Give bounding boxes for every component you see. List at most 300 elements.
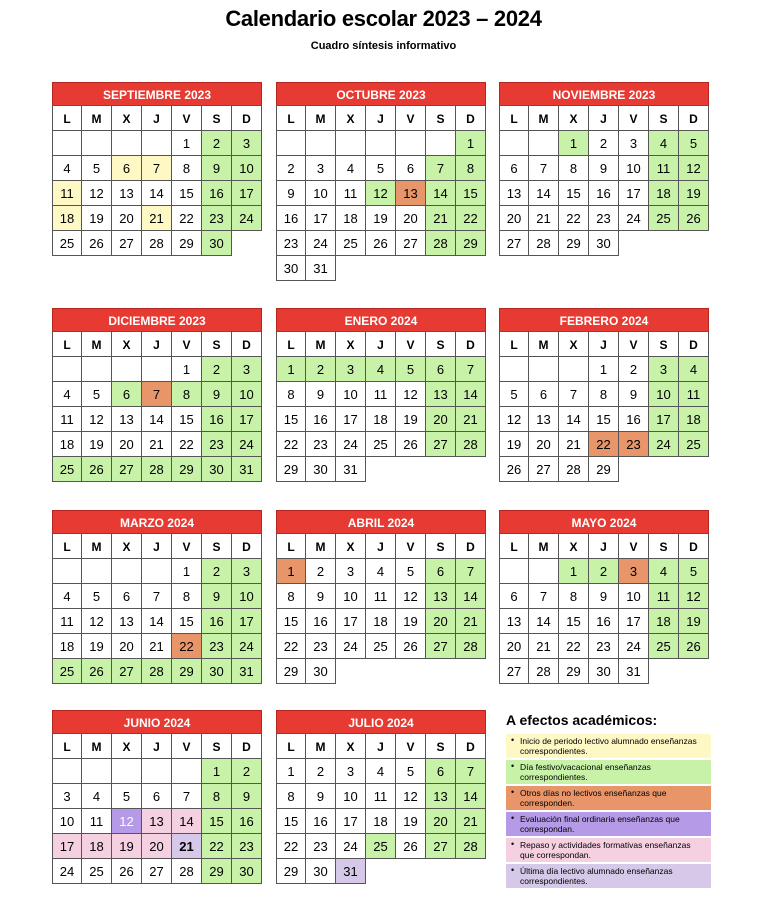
day-cell: 22: [171, 431, 202, 457]
day-cell: 6: [499, 583, 529, 609]
day-cell: 1: [171, 558, 202, 584]
weekday-label: M: [81, 533, 112, 559]
day-cell: 15: [276, 406, 306, 432]
day-cell: 15: [455, 180, 486, 206]
empty-cell: [141, 558, 172, 584]
day-cell: 10: [231, 155, 262, 181]
weekday-label: M: [305, 733, 336, 759]
day-cell: 11: [52, 608, 82, 634]
weekday-label: S: [425, 533, 456, 559]
day-cell: 15: [171, 180, 202, 206]
day-cell: 4: [648, 558, 679, 584]
weekday-label: D: [231, 733, 262, 759]
empty-cell: [365, 130, 396, 156]
month-header: NOVIEMBRE 2023: [499, 82, 709, 106]
day-cell: 29: [171, 230, 202, 256]
day-cell: 27: [395, 230, 426, 256]
day-cell: 23: [201, 431, 232, 457]
day-cell: 2: [588, 558, 619, 584]
day-cell: 10: [52, 808, 82, 834]
day-cell: 28: [141, 230, 172, 256]
day-cell: 16: [201, 406, 232, 432]
day-cell: 19: [81, 205, 112, 231]
day-cell: 13: [425, 583, 456, 609]
weekday-label: D: [678, 533, 709, 559]
month-1: [52, 82, 262, 256]
day-cell: 6: [111, 583, 142, 609]
day-cell: 29: [276, 658, 306, 684]
day-cell: 29: [171, 658, 202, 684]
day-cell: 4: [365, 356, 396, 382]
weekday-label: J: [588, 533, 619, 559]
day-cell: 13: [499, 180, 529, 206]
day-cell: 13: [111, 608, 142, 634]
day-cell: 10: [335, 783, 366, 809]
day-cell: 10: [335, 583, 366, 609]
day-cell: 3: [231, 558, 262, 584]
day-cell: 27: [528, 456, 559, 482]
day-cell: 23: [201, 205, 232, 231]
day-cell: 1: [276, 758, 306, 784]
day-cell: 14: [171, 808, 202, 834]
day-cell: 19: [499, 431, 529, 457]
weekday-label: X: [558, 105, 589, 131]
day-cell: 3: [335, 758, 366, 784]
weekday-label: J: [365, 733, 396, 759]
day-cell: 12: [111, 808, 142, 834]
day-cell: 18: [52, 205, 82, 231]
weekday-label: L: [52, 105, 82, 131]
day-cell: 23: [305, 633, 336, 659]
day-cell: 19: [111, 833, 142, 859]
weekday-label: V: [395, 105, 426, 131]
day-cell: 14: [528, 180, 559, 206]
day-cell: 10: [618, 155, 649, 181]
day-cell: 17: [648, 406, 679, 432]
day-cell: 1: [276, 558, 306, 584]
day-cell: 9: [305, 381, 336, 407]
day-cell: 25: [365, 431, 396, 457]
day-cell: 17: [335, 608, 366, 634]
day-cell: 9: [201, 155, 232, 181]
month-11: [276, 710, 486, 884]
day-cell: 5: [395, 356, 426, 382]
day-cell: 27: [111, 658, 142, 684]
day-cell: 20: [499, 633, 529, 659]
weekday-label: D: [231, 533, 262, 559]
weekday-label: D: [455, 331, 486, 357]
day-cell: 12: [395, 783, 426, 809]
day-cell: 18: [648, 180, 679, 206]
month-8: [276, 510, 486, 684]
day-cell: 20: [141, 833, 172, 859]
day-cell: 21: [141, 205, 172, 231]
empty-cell: [81, 558, 112, 584]
day-cell: 22: [276, 633, 306, 659]
day-cell: 21: [455, 406, 486, 432]
day-cell: 9: [201, 583, 232, 609]
empty-cell: [499, 356, 529, 382]
weekday-label: X: [111, 533, 142, 559]
day-cell: 1: [558, 558, 589, 584]
day-cell: 16: [588, 180, 619, 206]
day-cell: 14: [455, 583, 486, 609]
day-cell: 3: [618, 558, 649, 584]
day-cell: 22: [171, 205, 202, 231]
day-cell: 22: [455, 205, 486, 231]
day-cell: 11: [365, 583, 396, 609]
day-cell: 17: [305, 205, 336, 231]
day-cell: 21: [425, 205, 456, 231]
day-cell: 25: [52, 230, 82, 256]
day-cell: 18: [365, 608, 396, 634]
day-cell: 28: [425, 230, 456, 256]
day-cell: 13: [425, 783, 456, 809]
day-cell: 30: [305, 456, 336, 482]
month-header: MAYO 2024: [499, 510, 709, 534]
weekday-label: V: [171, 331, 202, 357]
page-subtitle: Cuadro síntesis informativo: [310, 40, 457, 52]
day-cell: 11: [81, 808, 112, 834]
day-cell: 12: [678, 155, 709, 181]
day-cell: 9: [201, 381, 232, 407]
day-cell: 28: [455, 833, 486, 859]
weekday-label: V: [171, 105, 202, 131]
weekday-label: M: [305, 331, 336, 357]
day-cell: 13: [528, 406, 559, 432]
day-cell: 17: [231, 608, 262, 634]
day-cell: 10: [231, 583, 262, 609]
day-cell: 12: [395, 583, 426, 609]
day-cell: 14: [141, 406, 172, 432]
legend-item-repaso: • Repaso y actividades formativas enseñanzas que correspondan.: [506, 838, 711, 862]
weekday-label: D: [231, 331, 262, 357]
empty-cell: [528, 356, 559, 382]
day-cell: 4: [365, 558, 396, 584]
day-cell: 5: [499, 381, 529, 407]
day-cell: 18: [365, 808, 396, 834]
day-cell: 3: [618, 130, 649, 156]
day-cell: 19: [395, 608, 426, 634]
day-cell: 8: [276, 783, 306, 809]
day-cell: 7: [455, 558, 486, 584]
weekday-label: M: [305, 105, 336, 131]
month-header: ABRIL 2024: [276, 510, 486, 534]
day-cell: 11: [52, 180, 82, 206]
day-cell: 2: [618, 356, 649, 382]
month-7: [52, 510, 262, 684]
day-cell: 1: [455, 130, 486, 156]
day-cell: 1: [171, 356, 202, 382]
day-cell: 29: [276, 858, 306, 884]
day-cell: 23: [305, 833, 336, 859]
day-cell: 4: [52, 155, 82, 181]
legend-item-no-lectivo: • Otros días no lectivos enseñanzas que corresponden.: [506, 786, 711, 810]
weekday-label: D: [455, 533, 486, 559]
day-cell: 1: [276, 356, 306, 382]
empty-cell: [499, 130, 529, 156]
day-cell: 16: [305, 608, 336, 634]
day-cell: 14: [455, 381, 486, 407]
day-cell: 5: [678, 130, 709, 156]
day-cell: 16: [618, 406, 649, 432]
day-cell: 8: [276, 381, 306, 407]
day-cell: 4: [81, 783, 112, 809]
day-cell: 11: [365, 783, 396, 809]
day-cell: 2: [305, 356, 336, 382]
empty-cell: [141, 356, 172, 382]
weekday-label: L: [52, 533, 82, 559]
day-cell: 15: [276, 608, 306, 634]
day-cell: 3: [231, 130, 262, 156]
legend-title: A efectos académicos:: [506, 712, 658, 728]
day-cell: 6: [499, 155, 529, 181]
day-cell: 25: [335, 230, 366, 256]
weekday-label: X: [558, 331, 589, 357]
day-cell: 25: [648, 633, 679, 659]
day-cell: 12: [81, 406, 112, 432]
day-cell: 7: [141, 381, 172, 407]
day-cell: 22: [276, 833, 306, 859]
day-cell: 16: [231, 808, 262, 834]
weekday-label: L: [276, 733, 306, 759]
weekday-label: J: [365, 105, 396, 131]
day-cell: 27: [425, 833, 456, 859]
day-cell: 11: [365, 381, 396, 407]
day-cell: 13: [499, 608, 529, 634]
weekday-label: X: [111, 105, 142, 131]
empty-cell: [141, 130, 172, 156]
day-cell: 7: [171, 783, 202, 809]
day-cell: 22: [558, 633, 589, 659]
empty-cell: [81, 130, 112, 156]
weekday-label: X: [111, 331, 142, 357]
month-header: SEPTIEMBRE 2023: [52, 82, 262, 106]
day-cell: 14: [425, 180, 456, 206]
day-cell: 24: [231, 431, 262, 457]
day-cell: 2: [305, 558, 336, 584]
day-cell: 29: [558, 658, 589, 684]
day-cell: 9: [588, 155, 619, 181]
empty-cell: [335, 130, 366, 156]
day-cell: 26: [678, 205, 709, 231]
weekday-label: X: [335, 105, 366, 131]
day-cell: 3: [648, 356, 679, 382]
day-cell: 23: [305, 431, 336, 457]
empty-cell: [111, 758, 142, 784]
day-cell: 8: [276, 583, 306, 609]
day-cell: 14: [558, 406, 589, 432]
weekday-label: V: [618, 533, 649, 559]
weekday-label: S: [425, 331, 456, 357]
weekday-label: S: [425, 105, 456, 131]
weekday-label: L: [276, 331, 306, 357]
day-cell: 8: [455, 155, 486, 181]
day-cell: 5: [395, 758, 426, 784]
day-cell: 9: [276, 180, 306, 206]
day-cell: 20: [425, 808, 456, 834]
day-cell: 29: [558, 230, 589, 256]
day-cell: 7: [141, 583, 172, 609]
day-cell: 6: [425, 758, 456, 784]
day-cell: 22: [171, 633, 202, 659]
weekday-label: M: [81, 105, 112, 131]
day-cell: 21: [141, 633, 172, 659]
month-3: [499, 82, 709, 256]
weekday-label: L: [52, 733, 82, 759]
day-cell: 25: [52, 658, 82, 684]
day-cell: 11: [678, 381, 709, 407]
day-cell: 2: [588, 130, 619, 156]
day-cell: 26: [81, 456, 112, 482]
empty-cell: [558, 356, 589, 382]
day-cell: 23: [588, 205, 619, 231]
day-cell: 26: [395, 833, 426, 859]
day-cell: 16: [201, 608, 232, 634]
day-cell: 20: [111, 633, 142, 659]
day-cell: 4: [335, 155, 366, 181]
day-cell: 26: [81, 230, 112, 256]
weekday-label: M: [305, 533, 336, 559]
day-cell: 18: [52, 431, 82, 457]
legend-item-ultimo-dia: • Última día lectivo alumnado enseñanzas correspondientes.: [506, 864, 711, 888]
day-cell: 25: [365, 633, 396, 659]
day-cell: 26: [395, 431, 426, 457]
month-header: FEBRERO 2024: [499, 308, 709, 332]
day-cell: 12: [395, 381, 426, 407]
day-cell: 5: [395, 558, 426, 584]
day-cell: 27: [425, 431, 456, 457]
day-cell: 25: [648, 205, 679, 231]
day-cell: 16: [276, 205, 306, 231]
day-cell: 9: [231, 783, 262, 809]
day-cell: 30: [305, 658, 336, 684]
day-cell: 19: [678, 180, 709, 206]
day-cell: 10: [648, 381, 679, 407]
month-header: MARZO 2024: [52, 510, 262, 534]
weekday-label: S: [201, 533, 232, 559]
weekday-label: X: [335, 331, 366, 357]
day-cell: 29: [588, 456, 619, 482]
day-cell: 26: [499, 456, 529, 482]
day-cell: 23: [201, 633, 232, 659]
empty-cell: [425, 130, 456, 156]
day-cell: 21: [171, 833, 202, 859]
day-cell: 26: [365, 230, 396, 256]
day-cell: 12: [81, 608, 112, 634]
weekday-label: D: [678, 331, 709, 357]
weekday-label: D: [678, 105, 709, 131]
day-cell: 11: [648, 155, 679, 181]
day-cell: 13: [425, 381, 456, 407]
empty-cell: [528, 130, 559, 156]
day-cell: 1: [201, 758, 232, 784]
day-cell: 14: [141, 180, 172, 206]
day-cell: 12: [678, 583, 709, 609]
day-cell: 30: [276, 255, 306, 281]
day-cell: 1: [171, 130, 202, 156]
day-cell: 15: [276, 808, 306, 834]
day-cell: 7: [425, 155, 456, 181]
day-cell: 12: [81, 180, 112, 206]
day-cell: 24: [335, 833, 366, 859]
day-cell: 4: [52, 381, 82, 407]
day-cell: 16: [305, 808, 336, 834]
day-cell: 12: [365, 180, 396, 206]
weekday-label: X: [111, 733, 142, 759]
day-cell: 7: [455, 356, 486, 382]
day-cell: 2: [276, 155, 306, 181]
day-cell: 13: [141, 808, 172, 834]
day-cell: 20: [395, 205, 426, 231]
month-header: JUNIO 2024: [52, 710, 262, 734]
empty-cell: [395, 130, 426, 156]
day-cell: 10: [335, 381, 366, 407]
day-cell: 24: [618, 633, 649, 659]
day-cell: 18: [335, 205, 366, 231]
day-cell: 30: [201, 658, 232, 684]
weekday-label: M: [81, 733, 112, 759]
weekday-label: J: [141, 331, 172, 357]
day-cell: 5: [81, 381, 112, 407]
legend-item-inicio: • Inicio de periodo lectivo alumnado enseñanzas correspondientes.: [506, 734, 711, 758]
day-cell: 22: [558, 205, 589, 231]
day-cell: 20: [111, 205, 142, 231]
day-cell: 27: [499, 658, 529, 684]
weekday-label: S: [648, 533, 679, 559]
day-cell: 21: [455, 808, 486, 834]
day-cell: 28: [455, 431, 486, 457]
day-cell: 21: [558, 431, 589, 457]
day-cell: 7: [141, 155, 172, 181]
day-cell: 7: [528, 155, 559, 181]
day-cell: 4: [678, 356, 709, 382]
day-cell: 26: [678, 633, 709, 659]
month-6: [499, 308, 709, 482]
day-cell: 21: [528, 205, 559, 231]
weekday-label: S: [648, 331, 679, 357]
day-cell: 8: [171, 155, 202, 181]
day-cell: 19: [678, 608, 709, 634]
weekday-label: J: [588, 105, 619, 131]
day-cell: 8: [588, 381, 619, 407]
day-cell: 24: [335, 431, 366, 457]
day-cell: 28: [528, 230, 559, 256]
day-cell: 9: [618, 381, 649, 407]
day-cell: 6: [111, 381, 142, 407]
day-cell: 24: [335, 633, 366, 659]
month-5: [276, 308, 486, 482]
day-cell: 25: [52, 456, 82, 482]
day-cell: 10: [618, 583, 649, 609]
day-cell: 8: [171, 381, 202, 407]
day-cell: 20: [425, 608, 456, 634]
day-cell: 6: [425, 356, 456, 382]
day-cell: 4: [648, 130, 679, 156]
day-cell: 31: [231, 456, 262, 482]
day-cell: 15: [171, 608, 202, 634]
day-cell: 30: [588, 230, 619, 256]
weekday-label: V: [395, 533, 426, 559]
day-cell: 3: [231, 356, 262, 382]
page-title: Calendario escolar 2023 – 2024: [225, 6, 542, 31]
day-cell: 6: [395, 155, 426, 181]
month-header: JULIO 2024: [276, 710, 486, 734]
empty-cell: [111, 558, 142, 584]
weekday-label: M: [81, 331, 112, 357]
day-cell: 11: [648, 583, 679, 609]
day-cell: 21: [141, 431, 172, 457]
